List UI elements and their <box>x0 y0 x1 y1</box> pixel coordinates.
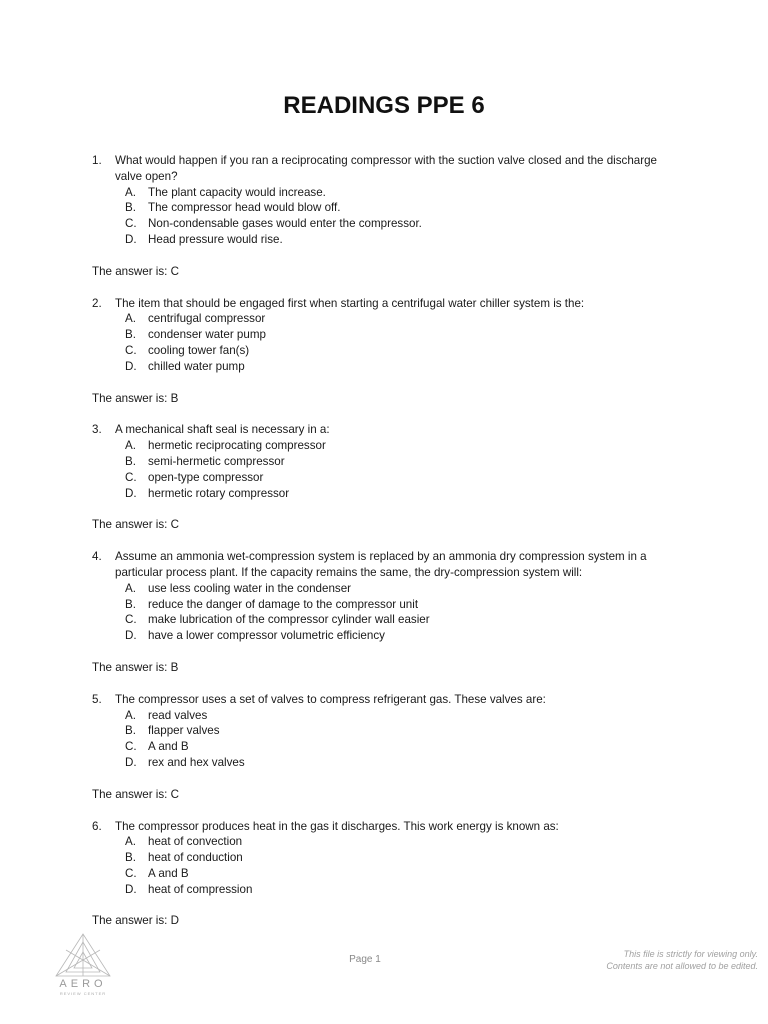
question-text: Assume an ammonia wet-compression system is replaced by an ammonia dry compression system in a particular process plant. If the capacity remains the same, the dry-compression system will: <box>115 550 647 579</box>
logo-text: AERO <box>59 978 107 990</box>
question-stem <box>92 296 682 312</box>
option-text: have a lower compressor volumetric efficiency <box>148 629 385 643</box>
option-list <box>92 311 682 374</box>
option-letter: D. <box>125 882 137 896</box>
option-b <box>92 200 682 216</box>
option-c <box>92 739 682 755</box>
question-stem <box>92 422 682 438</box>
question-number: 1. <box>92 154 102 167</box>
option-text: hermetic rotary compressor <box>148 486 290 500</box>
answer-line: The answer is: C <box>92 518 179 532</box>
option-text: semi-hermetic compressor <box>148 454 285 468</box>
option-letter: C. <box>125 343 137 357</box>
option-list <box>92 438 682 501</box>
option-a <box>92 311 682 327</box>
option-text: open-type compressor <box>148 470 264 484</box>
option-d <box>92 232 682 248</box>
option-letter: C. <box>125 740 137 754</box>
question-6 <box>92 819 682 898</box>
option-letter: B. <box>125 597 136 611</box>
option-letter: B. <box>125 724 136 738</box>
option-letter: D. <box>125 486 137 500</box>
notice-line-2: Contents are not allowed to be edited. <box>606 961 758 971</box>
option-letter: C. <box>125 866 137 880</box>
option-a <box>92 581 682 597</box>
option-letter: D. <box>125 629 137 643</box>
option-letter: B. <box>125 454 136 468</box>
option-text: rex and hex valves <box>148 755 245 769</box>
option-letter: B. <box>125 328 136 342</box>
option-list <box>92 185 682 248</box>
view-only-notice <box>538 948 758 972</box>
option-list <box>92 708 682 771</box>
option-letter: A. <box>125 312 136 326</box>
option-text: centrifugal compressor <box>148 312 266 326</box>
page-number: Page 1 <box>349 954 381 965</box>
option-text: heat of convection <box>148 835 243 849</box>
option-a <box>92 438 682 454</box>
option-letter: B. <box>125 201 136 215</box>
question-list <box>92 153 682 929</box>
option-text: flapper valves <box>148 724 220 738</box>
question-3 <box>92 422 682 501</box>
option-d <box>92 486 682 502</box>
option-b <box>92 723 682 739</box>
option-text: Head pressure would rise. <box>148 232 283 246</box>
option-letter: C. <box>125 470 137 484</box>
question-number: 5. <box>92 692 102 706</box>
question-text: What would happen if you ran a reciprocating compressor with the suction valve closed and the discharge valve open? <box>115 154 657 183</box>
option-letter: A. <box>125 835 136 849</box>
option-a <box>92 708 682 724</box>
question-4 <box>92 549 682 644</box>
option-text: condenser water pump <box>148 328 266 342</box>
option-a <box>92 185 682 201</box>
question-number: 4. <box>92 550 102 564</box>
option-d <box>92 882 682 898</box>
option-text: A and B <box>148 740 189 754</box>
option-letter: A. <box>125 708 136 722</box>
answer-line: The answer is: D <box>92 914 179 928</box>
question-5 <box>92 692 682 771</box>
option-text: use less cooling water in the condenser <box>148 581 352 595</box>
option-d <box>92 628 682 644</box>
answer-line: The answer is: C <box>92 787 179 801</box>
option-b <box>92 454 682 470</box>
option-list <box>92 834 682 897</box>
question-number: 6. <box>92 819 102 833</box>
option-c <box>92 612 682 628</box>
option-text: heat of conduction <box>148 851 243 865</box>
question-number: 3. <box>92 423 102 437</box>
option-letter: C. <box>125 613 137 627</box>
option-b <box>92 597 682 613</box>
question-number: 2. <box>92 296 102 310</box>
option-text: chilled water pump <box>148 359 245 373</box>
option-b <box>92 327 682 343</box>
question-text: The item that should be engaged first when starting a centrifugal water chiller system is the: <box>115 296 585 310</box>
answer-line: The answer is: C <box>92 264 179 278</box>
option-text: Non-condensable gases would enter the compressor. <box>148 217 422 231</box>
option-text: The compressor head would blow off. <box>148 201 341 215</box>
option-text: make lubrication of the compressor cylinder wall easier <box>148 613 430 627</box>
option-d <box>92 755 682 771</box>
option-c <box>92 470 682 486</box>
option-text: heat of compression <box>148 882 253 896</box>
page-title: READINGS PPE 6 <box>283 92 485 119</box>
question-text: A mechanical shaft seal is necessary in a: <box>115 423 330 437</box>
answer-line: The answer is: B <box>92 391 179 405</box>
option-list <box>92 581 682 644</box>
question-stem <box>92 819 682 835</box>
option-c <box>92 343 682 359</box>
option-text: cooling tower fan(s) <box>148 343 250 357</box>
option-text: hermetic reciprocating compressor <box>148 439 326 453</box>
logo-subtext: REVIEW CENTER <box>59 991 107 996</box>
option-a <box>92 834 682 850</box>
question-text: The compressor produces heat in the gas it discharges. This work energy is known as: <box>115 819 559 833</box>
option-text: reduce the danger of damage to the compressor unit <box>148 597 419 611</box>
option-letter: D. <box>125 359 137 373</box>
answer-line: The answer is: B <box>92 660 179 674</box>
option-letter: B. <box>125 851 136 865</box>
option-text: A and B <box>148 866 189 880</box>
option-letter: A. <box>125 185 136 199</box>
option-letter: A. <box>125 439 136 453</box>
question-2 <box>92 296 682 375</box>
question-stem <box>92 549 682 581</box>
option-letter: D. <box>125 232 137 246</box>
option-text: The plant capacity would increase. <box>148 185 326 199</box>
question-text: The compressor uses a set of valves to compress refrigerant gas. These valves are: <box>115 692 546 706</box>
option-text: read valves <box>148 708 208 722</box>
notice-line-1: This file is strictly for viewing only. <box>623 949 758 959</box>
option-b <box>92 850 682 866</box>
option-d <box>92 359 682 375</box>
option-letter: C. <box>125 217 137 231</box>
question-1 <box>92 153 682 248</box>
option-c <box>92 216 682 232</box>
option-letter: A. <box>125 581 136 595</box>
aero-logo <box>48 932 118 998</box>
option-c <box>92 866 682 882</box>
question-stem <box>92 153 682 185</box>
option-letter: D. <box>125 755 137 769</box>
question-stem <box>92 692 682 708</box>
